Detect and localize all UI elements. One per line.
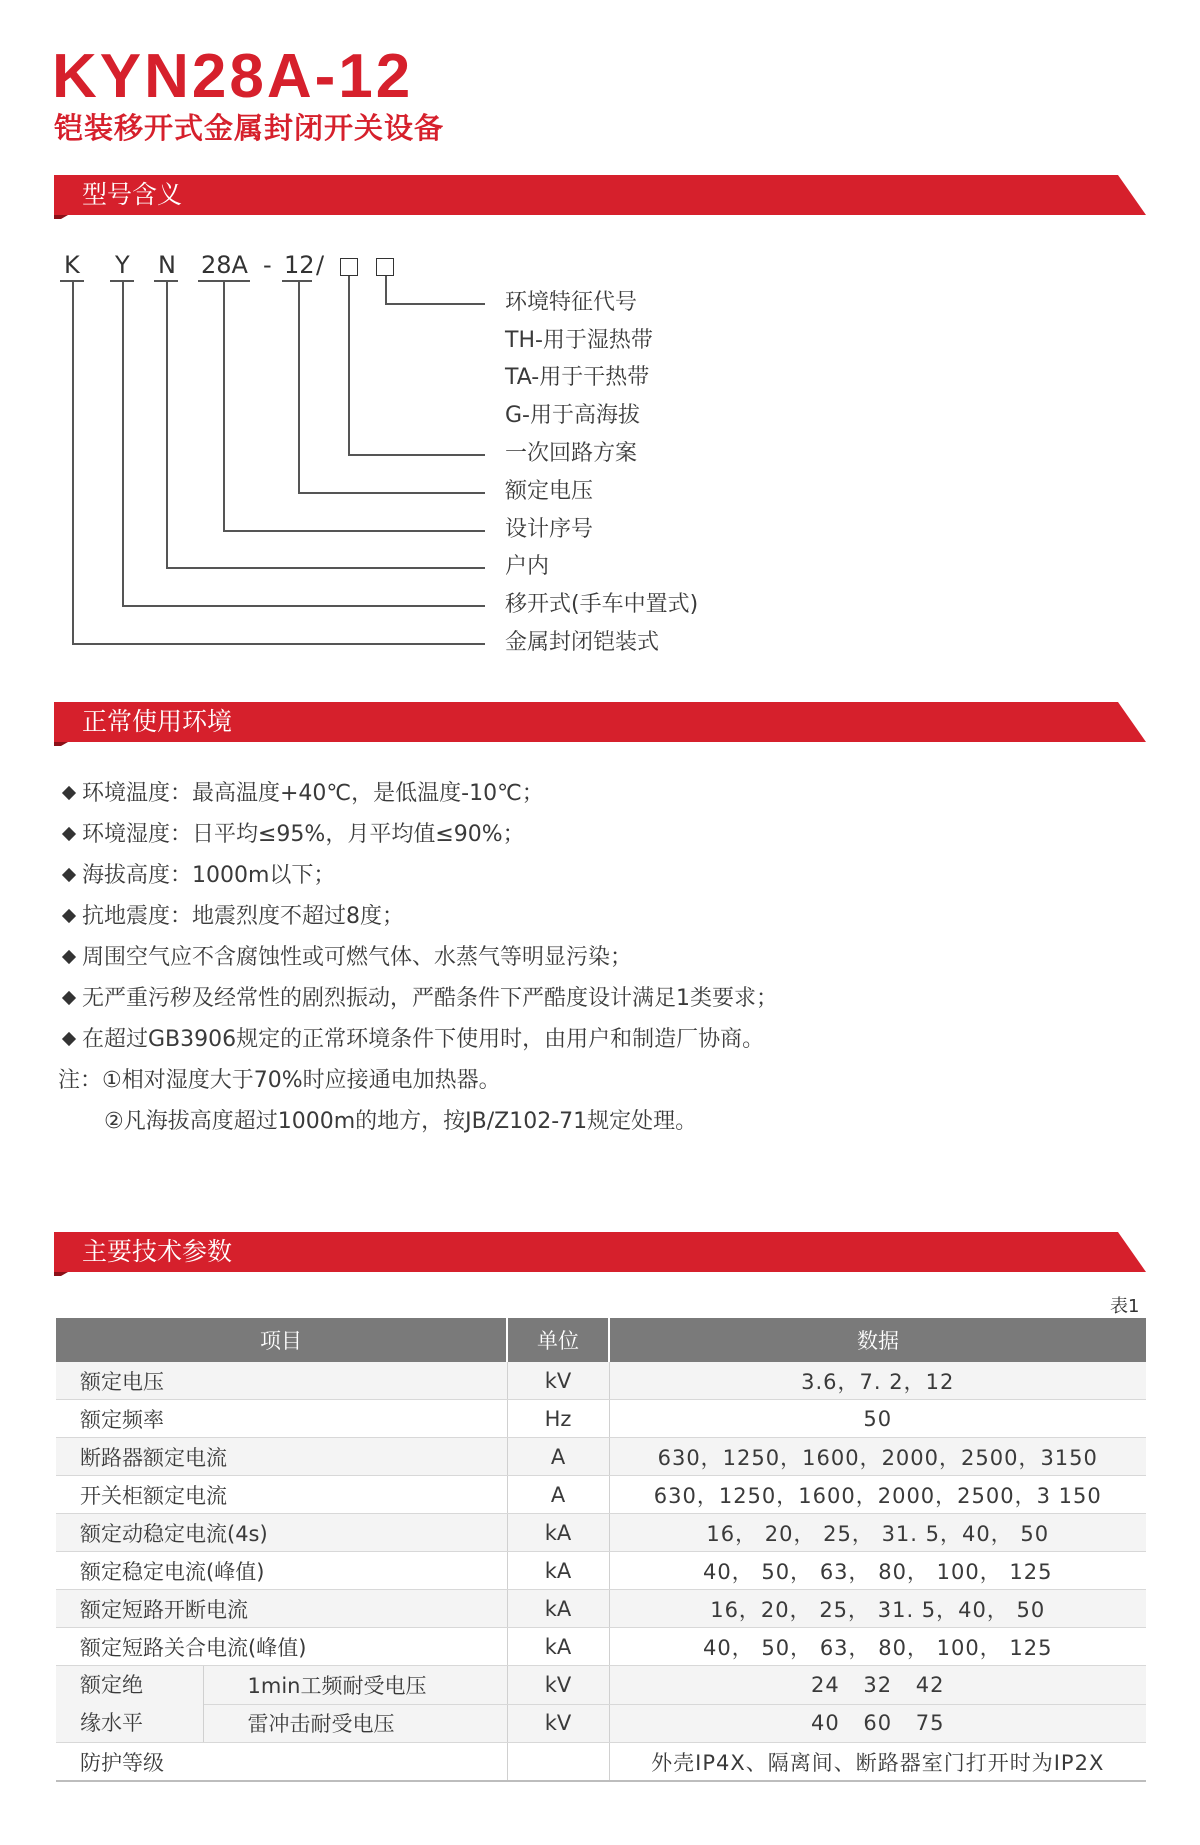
hline-28a: [223, 530, 485, 532]
vline-k: [72, 280, 74, 643]
hline-12: [298, 492, 485, 494]
note-2: ②凡海拔高度超过1000m的地方，按JB/Z102-71规定处理。: [104, 1109, 698, 1134]
table-row: [56, 1400, 1146, 1438]
meaning-th: TH-用于湿热带: [505, 328, 653, 353]
cell-unit: kV: [507, 1362, 609, 1400]
bullet-diamond-icon: [62, 827, 76, 841]
table-header-row: [56, 1318, 1146, 1362]
cell-value: 外壳IP4X、隔离间、断路器室门打开时为IP2X: [609, 1743, 1146, 1782]
table-row: [56, 1704, 1146, 1743]
code-slash: /: [316, 251, 325, 279]
code-12: 12: [284, 251, 315, 279]
list-item: 海拔高度：1000m以下；: [60, 862, 335, 890]
vline-environment: [385, 276, 387, 303]
cell-unit: kA: [507, 1552, 609, 1590]
bullet-diamond-icon: [62, 991, 76, 1005]
cell-item: 开关柜额定电流: [56, 1476, 507, 1514]
cell-item: 额定电压: [56, 1362, 507, 1400]
meaning-env-code: 环境特征代号: [505, 290, 638, 315]
table-row: [56, 1362, 1146, 1400]
note-1: 注：①相对湿度大于70%时应接通电加热器。: [58, 1068, 501, 1093]
cell-unit: kV: [507, 1704, 609, 1743]
cell-unit: [507, 1743, 609, 1782]
cell-unit: Hz: [507, 1400, 609, 1438]
code-n: N: [158, 251, 176, 279]
col-header-unit: 单位: [507, 1318, 609, 1362]
vline-y: [122, 280, 124, 605]
hline-n: [166, 567, 485, 569]
section-title-model: 型号含义: [82, 180, 183, 209]
table-row: [56, 1628, 1146, 1666]
cell-value: 16， 20， 25， 31. 5，40， 50: [609, 1514, 1146, 1552]
hline-y: [122, 605, 485, 607]
vline-n: [166, 280, 168, 567]
cell-item: 断路器额定电流: [56, 1438, 507, 1476]
meaning-indoor: 户内: [505, 554, 550, 579]
table-row: [56, 1514, 1146, 1552]
code-28a: 28A: [201, 251, 248, 279]
cell-unit: A: [507, 1476, 609, 1514]
bullet-diamond-icon: [62, 909, 76, 923]
section-header-params: [54, 1232, 1146, 1272]
section-bar-shape: [54, 175, 1146, 219]
cell-value: 630，1250，1600，2000，2500，3 150: [609, 1476, 1146, 1514]
section-title-environment: 正常使用环境: [82, 707, 233, 736]
hline-k: [72, 643, 485, 645]
cell-unit: kA: [507, 1514, 609, 1552]
cell-unit: A: [507, 1438, 609, 1476]
underline-12: [282, 280, 312, 282]
cell-item: 1min工频耐受电压: [203, 1666, 507, 1705]
section-header-model: [54, 175, 1146, 215]
meaning-ta: TA-用于干热带: [505, 365, 650, 390]
bullet-diamond-icon: [62, 950, 76, 964]
code-dash: -: [263, 251, 272, 279]
meaning-metal-clad: 金属封闭铠装式: [505, 630, 660, 655]
cell-item: 额定短路开断电流: [56, 1590, 507, 1628]
hline-environment: [385, 303, 485, 305]
cell-value: 40， 50， 63， 80， 100， 125: [609, 1628, 1146, 1666]
table-row: [56, 1743, 1146, 1782]
bullet-diamond-icon: [62, 786, 76, 800]
list-item: 周围空气应不含腐蚀性或可燃气体、水蒸气等明显污染；: [60, 944, 632, 972]
list-item: 在超过GB3906规定的正常环境条件下使用时，由用户和制造厂协商。: [60, 1026, 764, 1054]
cell-item: 额定动稳定电流(4s): [56, 1514, 507, 1552]
table-row: [56, 1666, 1146, 1705]
list-item: 环境温度：最高温度+40℃，是低温度-10℃；: [60, 780, 544, 808]
cell-item: 雷冲击耐受电压: [203, 1704, 507, 1743]
cell-value: 40 60 75: [609, 1704, 1146, 1743]
bullet-diamond-icon: [62, 1032, 76, 1046]
section-header-environment: [54, 702, 1146, 742]
cell-value: 40， 50， 63， 80， 100， 125: [609, 1552, 1146, 1590]
meaning-g: G-用于高海拔: [505, 403, 640, 428]
vline-28a: [223, 280, 225, 530]
vline-12: [298, 280, 300, 492]
code-box-circuit: [340, 258, 358, 276]
meaning-withdrawable: 移开式(手车中置式): [505, 592, 699, 617]
col-header-value: 数据: [609, 1318, 1146, 1362]
cell-unit: kA: [507, 1590, 609, 1628]
cell-item: 额定频率: [56, 1400, 507, 1438]
table-row: [56, 1552, 1146, 1590]
meaning-circuit: 一次回路方案: [505, 441, 638, 466]
hline-circuit: [348, 454, 485, 456]
list-item: 无严重污秽及经常性的剧烈振动，严酷条件下严酷度设计满足1类要求；: [60, 985, 778, 1013]
cell-unit: kA: [507, 1628, 609, 1666]
meaning-voltage: 额定电压: [505, 479, 594, 504]
col-header-item: 项目: [56, 1318, 507, 1362]
cell-item: 额定短路关合电流(峰值): [56, 1628, 507, 1666]
code-k: K: [64, 251, 80, 279]
page-subtitle: 铠装移开式金属封闭开关设备: [54, 111, 445, 145]
page-title: KYN28A-12: [52, 42, 414, 111]
cell-value: 16，20， 25， 31. 5，40， 50: [609, 1590, 1146, 1628]
cell-insulation-group: 额定绝 缘水平: [56, 1666, 203, 1743]
parameters-table: [56, 1318, 1146, 1782]
cell-value: 50: [609, 1400, 1146, 1438]
cell-value: 3.6，7. 2，12: [609, 1362, 1146, 1400]
code-box-environment: [376, 258, 394, 276]
table-row: [56, 1590, 1146, 1628]
table-label: 表1: [1110, 1296, 1140, 1317]
table-row: [56, 1476, 1146, 1514]
cell-item: 额定稳定电流(峰值): [56, 1552, 507, 1590]
vline-circuit: [348, 276, 350, 454]
table-row: [56, 1438, 1146, 1476]
meaning-design: 设计序号: [505, 517, 594, 542]
list-item: 环境湿度：日平均≤95%，月平均值≤90%；: [60, 821, 525, 849]
bullet-diamond-icon: [62, 868, 76, 882]
code-y: Y: [115, 251, 130, 279]
section-title-params: 主要技术参数: [82, 1237, 233, 1266]
cell-item: 防护等级: [56, 1743, 507, 1782]
cell-value: 24 32 42: [609, 1666, 1146, 1705]
cell-value: 630，1250，1600，2000，2500，3150: [609, 1438, 1146, 1476]
list-item: 抗地震度：地震烈度不超过8度；: [60, 903, 404, 931]
cell-unit: kV: [507, 1666, 609, 1705]
